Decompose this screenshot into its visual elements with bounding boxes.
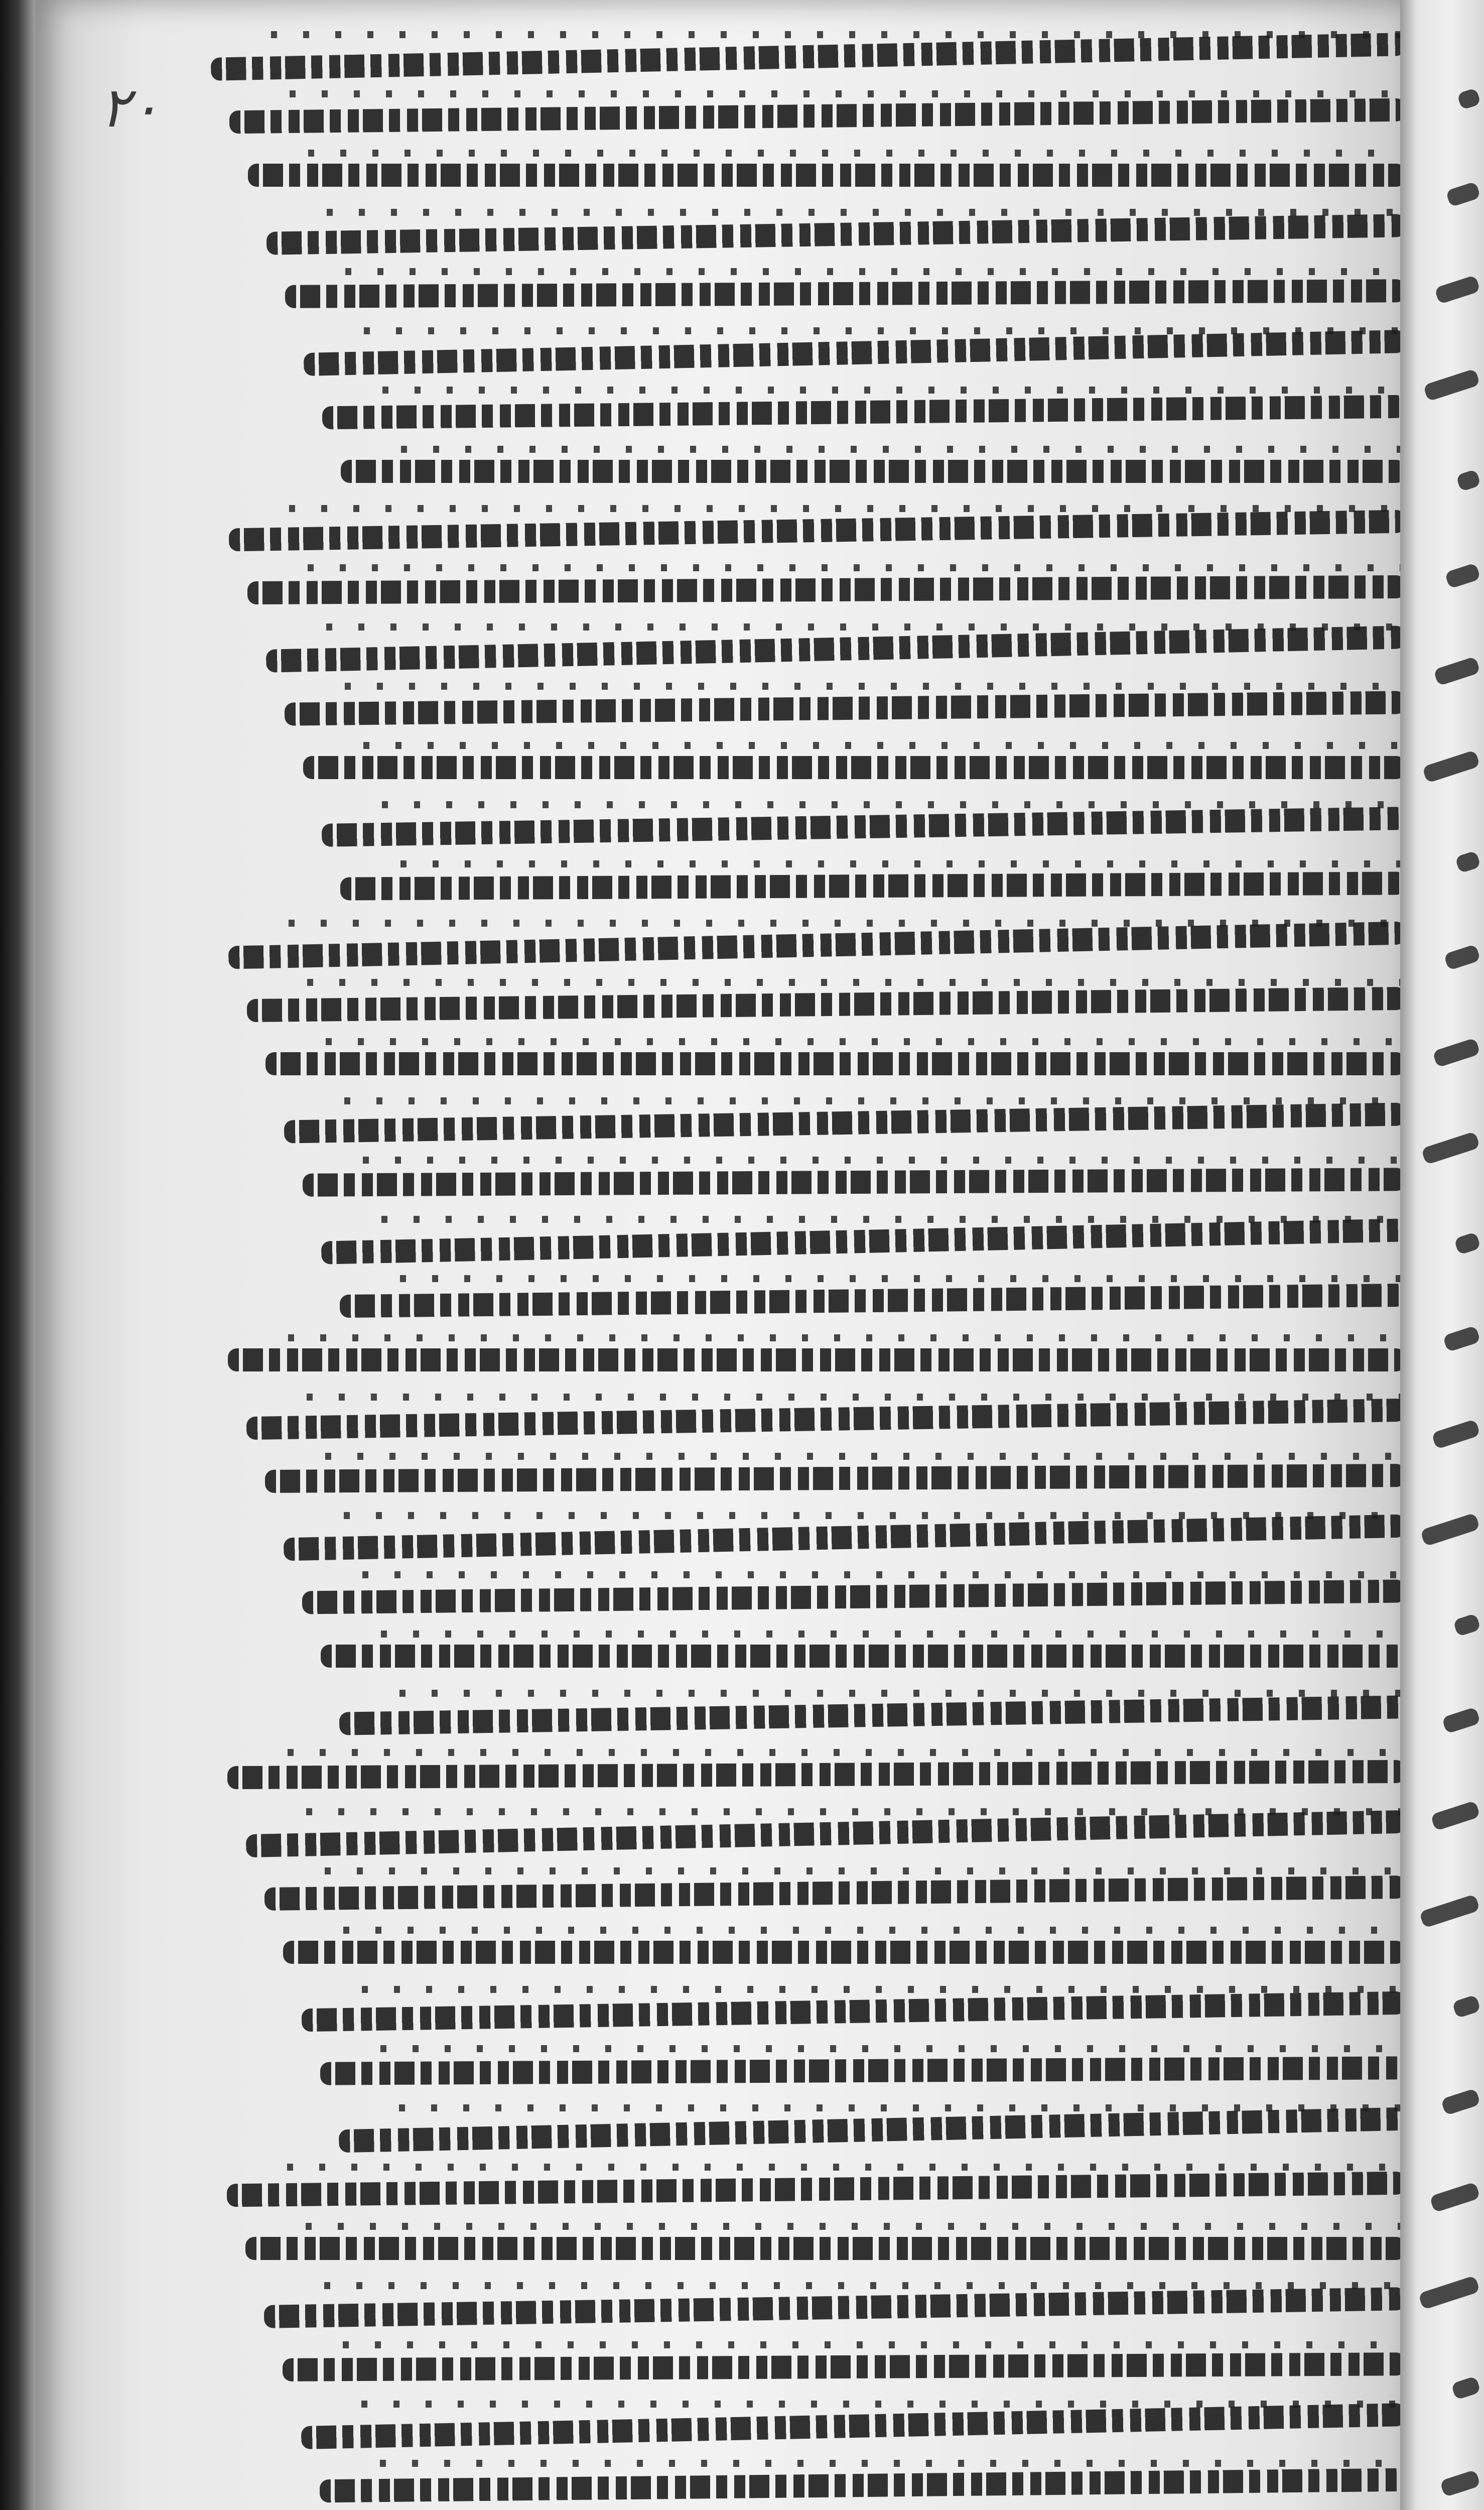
- handwritten-line: [283, 1941, 1400, 1964]
- handwritten-line: [321, 1218, 1400, 1264]
- handwritten-diacritics: [271, 31, 1400, 38]
- handwritten-diacritics: [362, 1571, 1400, 1578]
- handwritten-line: [229, 510, 1400, 552]
- handwritten-line: [320, 2468, 1400, 2503]
- handwritten-line: [301, 2403, 1400, 2449]
- next-page-ink-stroke: [1443, 944, 1480, 970]
- handwritten-diacritics: [306, 2223, 1400, 2230]
- book-spine-shadow: [0, 0, 40, 2510]
- handwritten-line: [228, 1348, 1400, 1371]
- handwritten-diacritics: [399, 1690, 1400, 1697]
- handwritten-diacritics: [400, 1275, 1400, 1282]
- handwritten-line: [211, 33, 1400, 81]
- handwritten-diacritics: [308, 564, 1400, 571]
- handwritten-diacritics: [363, 742, 1400, 749]
- handwritten-line: [322, 395, 1400, 430]
- handwritten-diacritics: [399, 2104, 1400, 2111]
- handwritten-line: [340, 871, 1400, 900]
- handwritten-diacritics: [326, 1038, 1400, 1045]
- next-page-ink-stroke: [1441, 2088, 1481, 2116]
- handwritten-line: [341, 460, 1400, 483]
- handwritten-diacritics: [382, 387, 1400, 394]
- next-page-ink-stroke: [1433, 656, 1480, 686]
- next-page-ink-stroke: [1431, 1419, 1480, 1450]
- handwritten-line: [265, 1464, 1400, 1493]
- next-page-ink-stroke: [1455, 850, 1481, 873]
- handwritten-diacritics: [306, 1808, 1400, 1815]
- next-page-ink-stroke: [1423, 368, 1480, 402]
- handwritten-line: [264, 1875, 1400, 1911]
- handwritten-line: [246, 1810, 1400, 1857]
- handwritten-line: [284, 1515, 1400, 1561]
- handwritten-diacritics: [289, 920, 1400, 927]
- handwritten-line: [283, 2352, 1400, 2381]
- handwritten-line: [322, 807, 1400, 847]
- handwritten-diacritics: [364, 327, 1400, 334]
- handwritten-line: [302, 1579, 1400, 1614]
- next-page-ink-stroke: [1454, 1232, 1481, 1256]
- handwritten-line: [304, 330, 1400, 376]
- next-page-ink-stroke: [1432, 1038, 1480, 1068]
- next-page-ink-stroke: [1418, 2275, 1480, 2310]
- handwritten-line: [285, 691, 1400, 725]
- next-page-ink-stroke: [1421, 1131, 1480, 1165]
- handwritten-diacritics: [324, 2282, 1400, 2289]
- handwritten-line: [340, 1284, 1400, 1318]
- handwritten-diacritics: [325, 1453, 1400, 1460]
- handwritten-diacritics: [326, 623, 1400, 631]
- handwritten-line: [339, 1695, 1400, 1735]
- next-page-ink-stroke: [1445, 181, 1480, 207]
- handwritten-diacritics: [401, 446, 1400, 453]
- next-page-ink-stroke: [1453, 1613, 1481, 1637]
- handwritten-diacritics: [325, 1867, 1400, 1874]
- handwritten-line: [227, 1760, 1400, 1789]
- handwritten-diacritics: [344, 1097, 1400, 1104]
- handwritten-line: [266, 214, 1400, 255]
- handwritten-line: [264, 2287, 1400, 2328]
- handwritten-diacritics: [362, 1986, 1400, 1993]
- upper-record-handwriting: [201, 45, 1400, 2510]
- handwritten-diacritics: [308, 150, 1400, 157]
- handwritten-line: [229, 98, 1400, 134]
- next-page-ink-stroke: [1420, 1513, 1480, 1547]
- handwritten-line: [339, 2107, 1400, 2153]
- handwritten-diacritics: [361, 2401, 1400, 2408]
- handwritten-line: [320, 2056, 1400, 2085]
- handwritten-line: [248, 164, 1400, 187]
- handwritten-diacritics: [381, 1630, 1400, 1638]
- next-page-ink-stroke: [1444, 563, 1480, 589]
- handwritten-diacritics: [288, 1749, 1400, 1756]
- manuscript-page: [35, 0, 1400, 2510]
- handwritten-line: [285, 279, 1400, 308]
- next-page-ink-stroke: [1457, 88, 1481, 110]
- handwritten-line: [247, 987, 1400, 1022]
- handwritten-diacritics: [400, 860, 1400, 867]
- next-page-ink-stroke: [1419, 1894, 1480, 1928]
- next-page-ink-stroke: [1441, 1707, 1480, 1734]
- handwritten-diacritics: [288, 1334, 1400, 1341]
- handwritten-diacritics: [380, 2045, 1400, 2052]
- handwritten-diacritics: [344, 1512, 1400, 1519]
- handwritten-line: [303, 1168, 1400, 1197]
- handwritten-diacritics: [345, 268, 1400, 275]
- next-page-ink-stroke: [1442, 1325, 1480, 1352]
- handwritten-diacritics: [289, 505, 1400, 512]
- handwritten-line: [284, 1102, 1400, 1143]
- next-page-ink-stroke: [1451, 2376, 1481, 2400]
- handwritten-diacritics: [381, 1216, 1400, 1223]
- handwritten-diacritics: [290, 90, 1400, 97]
- handwritten-line: [246, 1399, 1400, 1440]
- handwritten-line: [266, 625, 1400, 673]
- handwritten-diacritics: [327, 209, 1400, 216]
- folio-number: ٢٠: [100, 75, 160, 140]
- handwritten-line: [302, 1991, 1400, 2032]
- handwritten-diacritics: [307, 1394, 1400, 1401]
- handwritten-line: [247, 575, 1400, 604]
- next-page-ink-stroke: [1456, 469, 1481, 491]
- handwritten-line: [227, 2172, 1400, 2207]
- handwritten-diacritics: [343, 1927, 1400, 1934]
- handwritten-diacritics: [363, 1157, 1400, 1164]
- handwritten-line: [303, 756, 1400, 779]
- handwritten-diacritics: [343, 2341, 1400, 2348]
- next-page-ink-stroke: [1434, 275, 1480, 305]
- handwritten-line: [245, 2237, 1400, 2260]
- handwritten-line: [321, 1645, 1400, 1668]
- handwritten-line: [265, 1052, 1400, 1075]
- next-page-edge: [1400, 0, 1484, 2510]
- next-page-ink-stroke: [1422, 750, 1480, 784]
- handwritten-diacritics: [382, 801, 1400, 808]
- next-page-ink-stroke: [1440, 2469, 1481, 2497]
- handwritten-diacritics: [345, 683, 1400, 690]
- handwritten-diacritics: [380, 2460, 1400, 2467]
- next-page-ink-stroke: [1430, 1800, 1480, 1831]
- next-page-ink-stroke: [1452, 1994, 1481, 2019]
- next-page-ink-stroke: [1429, 2182, 1480, 2213]
- handwritten-diacritics: [287, 2164, 1400, 2171]
- handwritten-line: [228, 921, 1400, 969]
- handwritten-diacritics: [307, 979, 1400, 986]
